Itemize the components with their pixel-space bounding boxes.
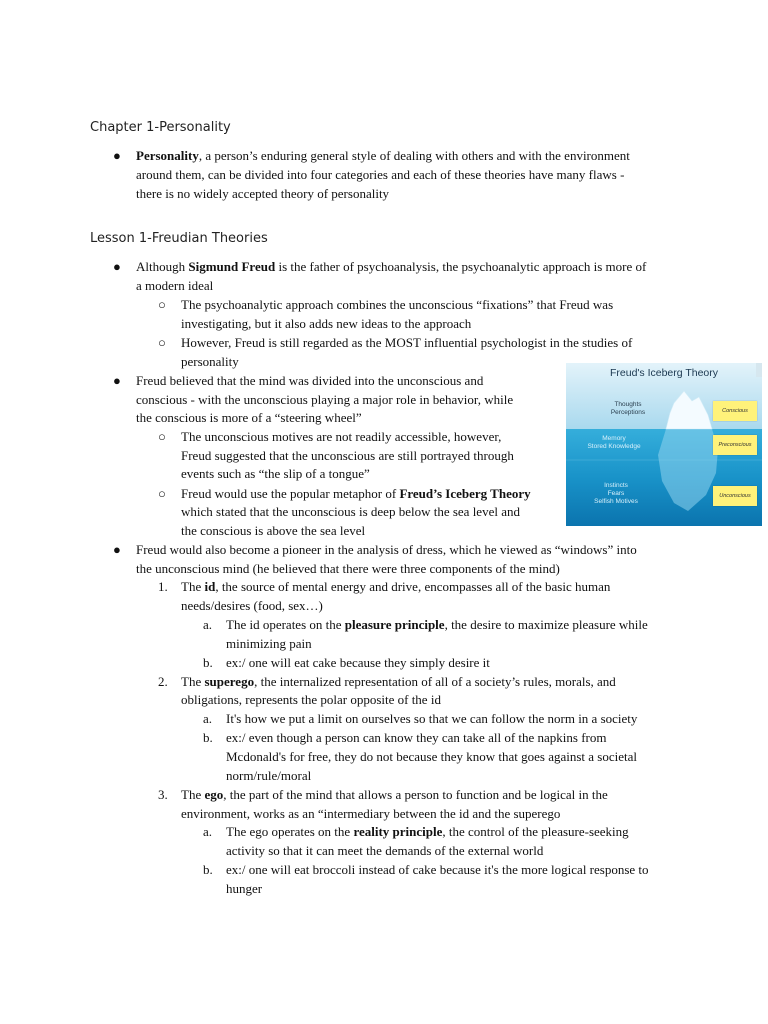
id-a-line-1: The id operates on the pleasure principle, the desire to maximize pleasure while	[226, 617, 648, 632]
figure-title: Freud's Iceberg Theory	[609, 367, 719, 379]
ego-line-2: environment, works as an “intermediary between the id and the superego	[181, 806, 561, 821]
bullet-marker: ●	[113, 373, 121, 388]
influential-line-2: personality	[181, 354, 239, 369]
list-letter: b.	[203, 655, 213, 670]
id-line-1: The id, the source of mental energy and drive, encompasses all of the basic human	[181, 579, 611, 594]
bullet-marker: ●	[113, 542, 121, 557]
personality-definition-line-3: there is no widely accepted theory of personality	[136, 186, 390, 201]
sub-bullet-marker: ○	[158, 429, 166, 444]
influential-line-1: However, Freud is still regarded as the MOST influential psychologist in the studies of	[181, 335, 633, 350]
ego-a-line-2: activity so that it can meet the demands of the external world	[226, 843, 544, 858]
list-number: 3.	[158, 787, 168, 802]
ego-a-line-1: The ego operates on the reality principle, the control of the pleasure-seeking	[226, 824, 629, 839]
id-a-line-2: minimizing pain	[226, 636, 312, 651]
id-b-line-1: ex:/ one will eat cake because they simply desire it	[226, 655, 490, 670]
ego-b-line-1: ex:/ one will eat broccoli instead of cake because it's the more logical response to	[226, 862, 649, 877]
mind-line-2: conscious - with the unconscious playing a major role in behavior, while	[136, 392, 514, 407]
iceberg-metaphor-line-1: Freud would use the popular metaphor of Freud’s Iceberg Theory	[181, 486, 531, 501]
psychoanalytic-approach-line-1: The psychoanalytic approach combines the unconscious “fixations” that Freud was	[181, 297, 614, 312]
personality-term: Personality	[136, 148, 199, 163]
superego-a-line-1: It's how we put a limit on ourselves so that we can follow the norm in a society	[226, 711, 638, 726]
bullet-marker: ●	[113, 148, 121, 163]
list-letter: b.	[203, 730, 213, 745]
list-number: 1.	[158, 579, 168, 594]
id-line-2: needs/desires (food, sex…)	[181, 598, 323, 613]
unconscious-motives-line-1: The unconscious motives are not readily accessible, however,	[181, 429, 502, 444]
superego-b-line-3: norm/rule/moral	[226, 768, 312, 783]
list-number: 2.	[158, 674, 168, 689]
sub-bullet-marker: ○	[158, 486, 166, 501]
superego-b-line-1: ex:/ even though a person can know they can take all of the napkins from	[226, 730, 607, 745]
freud-intro-line-2: a modern ideal	[136, 278, 214, 293]
dress-line-1: Freud would also become a pioneer in the analysis of dress, which he viewed as “windows” into	[136, 542, 637, 557]
unconscious-note: Unconscious	[713, 486, 757, 506]
unconscious-motives-line-3: events such as “the slip of a tongue”	[181, 466, 370, 481]
iceberg-figure	[566, 363, 762, 526]
list-letter: a.	[203, 824, 213, 839]
dress-line-2: the unconscious mind (he believed that there were three components of the mind)	[136, 561, 560, 576]
personality-definition-line-2: around them, can be divided into four categories and each of these theories have many flaws -	[136, 167, 625, 182]
bullet-marker: ●	[113, 259, 121, 274]
list-letter: b.	[203, 862, 213, 877]
freud-intro-line-1: Although Sigmund Freud is the father of psychoanalysis, the psychoanalytic approach is more of	[136, 259, 647, 274]
psychoanalytic-approach-line-2: investigating, but it also adds new ideas to the approach	[181, 316, 472, 331]
sub-bullet-marker: ○	[158, 335, 166, 350]
preconscious-note: Preconscious	[713, 435, 757, 455]
unconscious-motives-line-2: Freud suggested that the unconscious are still portrayed through	[181, 448, 514, 463]
sub-bullet-marker: ○	[158, 297, 166, 312]
level-unconscious-label: Instincts Fears Selfish Motives	[594, 482, 638, 505]
superego-b-line-2: Mcdonald's for free, they do not because they know that goes against a societal	[226, 749, 637, 764]
ego-b-line-2: hunger	[226, 881, 263, 896]
personality-definition-line-1: Personality, a person’s enduring general style of dealing with others and with the environment	[136, 148, 630, 163]
lesson-heading: Lesson 1-Freudian Theories	[90, 231, 268, 246]
ego-line-1: The ego, the part of the mind that allows a person to function and be logical in the	[181, 787, 608, 802]
iceberg-metaphor-line-3: the conscious is above the sea level	[181, 523, 366, 538]
level-conscious-label: Thoughts Perceptions	[610, 401, 646, 416]
level-preconscious-label: Memory Stored Knowledge	[587, 435, 641, 450]
chapter-heading: Chapter 1-Personality	[90, 120, 231, 135]
list-letter: a.	[203, 617, 213, 632]
mind-line-1: Freud believed that the mind was divided into the unconscious and	[136, 373, 484, 388]
conscious-note: Conscious	[713, 401, 757, 421]
mind-line-3: the conscious is more of a “steering wheel”	[136, 410, 362, 425]
iceberg-metaphor-line-2: which stated that the unconscious is deep below the sea level and	[181, 504, 520, 519]
superego-line-2: obligations, represents the polar opposite of the id	[181, 692, 441, 707]
superego-line-1: The superego, the internalized representation of all of a society’s rules, morals, and	[181, 674, 616, 689]
list-letter: a.	[203, 711, 213, 726]
